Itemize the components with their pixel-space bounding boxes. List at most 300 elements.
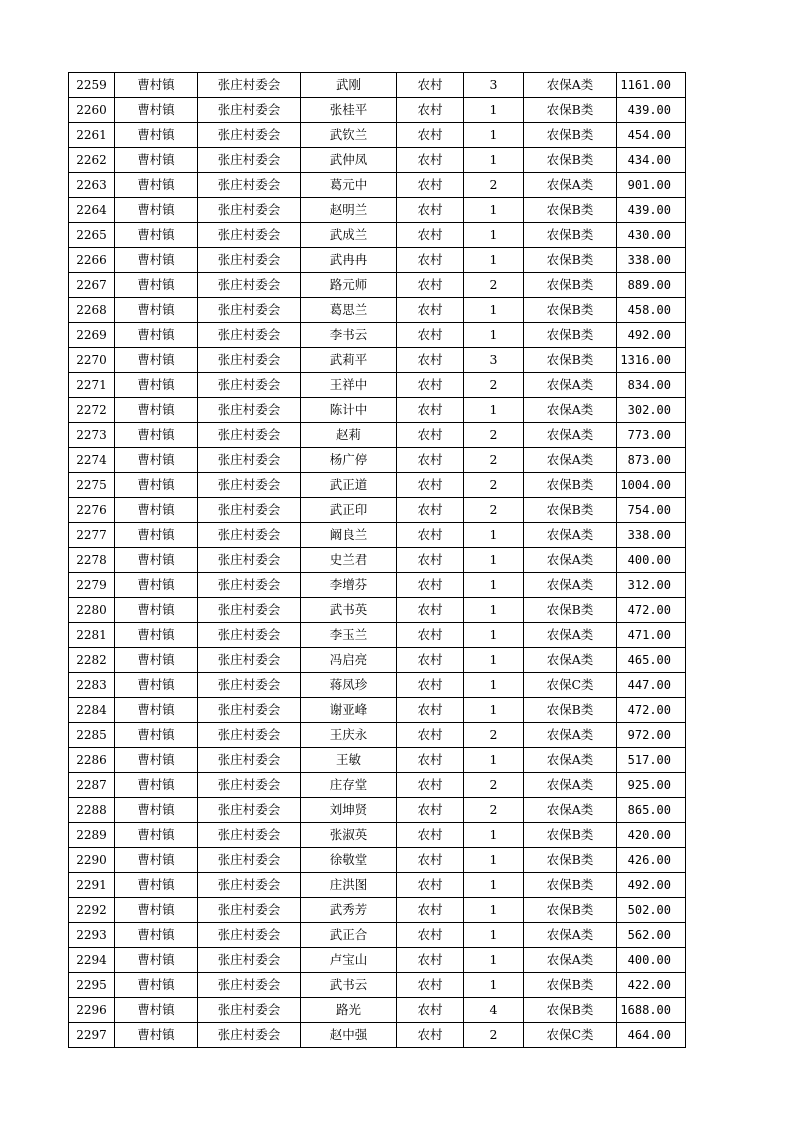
household-count-cell: 1 — [464, 248, 524, 273]
category-cell: 农保A类 — [524, 423, 617, 448]
amount-cell: 439.00 — [617, 198, 686, 223]
household-count-cell: 3 — [464, 348, 524, 373]
area-type-cell: 农村 — [397, 148, 464, 173]
amount-cell: 472.00 — [617, 598, 686, 623]
table-row — [69, 148, 686, 173]
category-cell: 农保B类 — [524, 823, 617, 848]
area-type-cell: 农村 — [397, 373, 464, 398]
amount-cell: 562.00 — [617, 923, 686, 948]
area-type-cell: 农村 — [397, 773, 464, 798]
village-committee-cell: 张庄村委会 — [198, 523, 301, 548]
name-cell: 武正印 — [301, 498, 397, 523]
name-cell: 武冉冉 — [301, 248, 397, 273]
table-row — [69, 948, 686, 973]
row-number-cell: 2284 — [69, 698, 115, 723]
name-cell: 武秀芳 — [301, 898, 397, 923]
table-row — [69, 198, 686, 223]
row-number-cell: 2283 — [69, 673, 115, 698]
category-cell: 农保B类 — [524, 498, 617, 523]
row-number-cell: 2287 — [69, 773, 115, 798]
table-row — [69, 923, 686, 948]
town-cell: 曹村镇 — [115, 773, 198, 798]
amount-cell: 972.00 — [617, 723, 686, 748]
name-cell: 谢亚峰 — [301, 698, 397, 723]
table-row — [69, 848, 686, 873]
table-row — [69, 598, 686, 623]
name-cell: 徐敬堂 — [301, 848, 397, 873]
area-type-cell: 农村 — [397, 748, 464, 773]
category-cell: 农保B类 — [524, 998, 617, 1023]
village-committee-cell: 张庄村委会 — [198, 648, 301, 673]
row-number-cell: 2275 — [69, 473, 115, 498]
town-cell: 曹村镇 — [115, 223, 198, 248]
town-cell: 曹村镇 — [115, 998, 198, 1023]
town-cell: 曹村镇 — [115, 248, 198, 273]
category-cell: 农保C类 — [524, 673, 617, 698]
area-type-cell: 农村 — [397, 698, 464, 723]
row-number-cell: 2264 — [69, 198, 115, 223]
category-cell: 农保A类 — [524, 623, 617, 648]
table-row — [69, 648, 686, 673]
town-cell: 曹村镇 — [115, 273, 198, 298]
household-count-cell: 1 — [464, 323, 524, 348]
area-type-cell: 农村 — [397, 623, 464, 648]
table-row — [69, 123, 686, 148]
area-type-cell: 农村 — [397, 398, 464, 423]
area-type-cell: 农村 — [397, 923, 464, 948]
row-number-cell: 2282 — [69, 648, 115, 673]
row-number-cell: 2293 — [69, 923, 115, 948]
table-row — [69, 98, 686, 123]
village-committee-cell: 张庄村委会 — [198, 473, 301, 498]
name-cell: 史兰君 — [301, 548, 397, 573]
row-number-cell: 2276 — [69, 498, 115, 523]
table-row — [69, 623, 686, 648]
area-type-cell: 农村 — [397, 673, 464, 698]
name-cell: 武莉平 — [301, 348, 397, 373]
village-committee-cell: 张庄村委会 — [198, 973, 301, 998]
name-cell: 李书云 — [301, 323, 397, 348]
table-row — [69, 973, 686, 998]
area-type-cell: 农村 — [397, 73, 464, 98]
name-cell: 武正合 — [301, 923, 397, 948]
row-number-cell: 2259 — [69, 73, 115, 98]
household-count-cell: 3 — [464, 73, 524, 98]
category-cell: 农保B类 — [524, 98, 617, 123]
town-cell: 曹村镇 — [115, 873, 198, 898]
name-cell: 陈计中 — [301, 398, 397, 423]
amount-cell: 1161.00 — [617, 73, 686, 98]
household-count-cell: 1 — [464, 823, 524, 848]
area-type-cell: 农村 — [397, 123, 464, 148]
household-count-cell: 1 — [464, 123, 524, 148]
area-type-cell: 农村 — [397, 898, 464, 923]
town-cell: 曹村镇 — [115, 898, 198, 923]
name-cell: 赵明兰 — [301, 198, 397, 223]
table-row — [69, 723, 686, 748]
household-count-cell: 1 — [464, 748, 524, 773]
name-cell: 张淑英 — [301, 823, 397, 848]
table-row — [69, 248, 686, 273]
table-row — [69, 548, 686, 573]
row-number-cell: 2289 — [69, 823, 115, 848]
table-row — [69, 73, 686, 98]
town-cell: 曹村镇 — [115, 323, 198, 348]
area-type-cell: 农村 — [397, 423, 464, 448]
area-type-cell: 农村 — [397, 598, 464, 623]
area-type-cell: 农村 — [397, 223, 464, 248]
household-count-cell: 1 — [464, 948, 524, 973]
area-type-cell: 农村 — [397, 298, 464, 323]
name-cell: 武成兰 — [301, 223, 397, 248]
village-committee-cell: 张庄村委会 — [198, 1023, 301, 1048]
town-cell: 曹村镇 — [115, 923, 198, 948]
village-committee-cell: 张庄村委会 — [198, 948, 301, 973]
town-cell: 曹村镇 — [115, 73, 198, 98]
village-committee-cell: 张庄村委会 — [198, 573, 301, 598]
household-count-cell: 1 — [464, 223, 524, 248]
row-number-cell: 2285 — [69, 723, 115, 748]
area-type-cell: 农村 — [397, 1023, 464, 1048]
village-committee-cell: 张庄村委会 — [198, 623, 301, 648]
area-type-cell: 农村 — [397, 848, 464, 873]
village-committee-cell: 张庄村委会 — [198, 923, 301, 948]
name-cell: 武书英 — [301, 598, 397, 623]
town-cell: 曹村镇 — [115, 973, 198, 998]
name-cell: 杨广停 — [301, 448, 397, 473]
household-count-cell: 2 — [464, 448, 524, 473]
name-cell: 李玉兰 — [301, 623, 397, 648]
table-row — [69, 573, 686, 598]
row-number-cell: 2277 — [69, 523, 115, 548]
household-count-cell: 1 — [464, 623, 524, 648]
category-cell: 农保A类 — [524, 648, 617, 673]
row-number-cell: 2278 — [69, 548, 115, 573]
town-cell: 曹村镇 — [115, 598, 198, 623]
table-row — [69, 1023, 686, 1048]
village-committee-cell: 张庄村委会 — [198, 198, 301, 223]
area-type-cell: 农村 — [397, 323, 464, 348]
row-number-cell: 2281 — [69, 623, 115, 648]
amount-cell: 422.00 — [617, 973, 686, 998]
category-cell: 农保A类 — [524, 373, 617, 398]
amount-cell: 400.00 — [617, 948, 686, 973]
name-cell: 武正道 — [301, 473, 397, 498]
village-committee-cell: 张庄村委会 — [198, 323, 301, 348]
household-count-cell: 2 — [464, 273, 524, 298]
category-cell: 农保B类 — [524, 348, 617, 373]
household-count-cell: 2 — [464, 498, 524, 523]
town-cell: 曹村镇 — [115, 548, 198, 573]
area-type-cell: 农村 — [397, 823, 464, 848]
area-type-cell: 农村 — [397, 523, 464, 548]
row-number-cell: 2295 — [69, 973, 115, 998]
amount-cell: 472.00 — [617, 698, 686, 723]
amount-cell: 439.00 — [617, 98, 686, 123]
town-cell: 曹村镇 — [115, 948, 198, 973]
area-type-cell: 农村 — [397, 173, 464, 198]
area-type-cell: 农村 — [397, 648, 464, 673]
name-cell: 蒋凤珍 — [301, 673, 397, 698]
household-count-cell: 2 — [464, 473, 524, 498]
household-count-cell: 1 — [464, 523, 524, 548]
category-cell: 农保B类 — [524, 473, 617, 498]
name-cell: 赵莉 — [301, 423, 397, 448]
category-cell: 农保B类 — [524, 198, 617, 223]
row-number-cell: 2272 — [69, 398, 115, 423]
row-number-cell: 2266 — [69, 248, 115, 273]
category-cell: 农保B类 — [524, 123, 617, 148]
amount-cell: 430.00 — [617, 223, 686, 248]
category-cell: 农保B类 — [524, 323, 617, 348]
category-cell: 农保A类 — [524, 523, 617, 548]
village-committee-cell: 张庄村委会 — [198, 873, 301, 898]
town-cell: 曹村镇 — [115, 748, 198, 773]
amount-cell: 873.00 — [617, 448, 686, 473]
category-cell: 农保A类 — [524, 448, 617, 473]
area-type-cell: 农村 — [397, 873, 464, 898]
amount-cell: 834.00 — [617, 373, 686, 398]
table-row — [69, 748, 686, 773]
amount-cell: 901.00 — [617, 173, 686, 198]
table-row — [69, 823, 686, 848]
category-cell: 农保B类 — [524, 273, 617, 298]
area-type-cell: 农村 — [397, 948, 464, 973]
village-committee-cell: 张庄村委会 — [198, 823, 301, 848]
name-cell: 卢宝山 — [301, 948, 397, 973]
area-type-cell: 农村 — [397, 573, 464, 598]
name-cell: 张桂平 — [301, 98, 397, 123]
household-count-cell: 2 — [464, 173, 524, 198]
town-cell: 曹村镇 — [115, 673, 198, 698]
household-count-cell: 1 — [464, 973, 524, 998]
village-committee-cell: 张庄村委会 — [198, 248, 301, 273]
village-committee-cell: 张庄村委会 — [198, 598, 301, 623]
table-row — [69, 673, 686, 698]
row-number-cell: 2270 — [69, 348, 115, 373]
category-cell: 农保A类 — [524, 923, 617, 948]
household-count-cell: 1 — [464, 848, 524, 873]
area-type-cell: 农村 — [397, 998, 464, 1023]
row-number-cell: 2297 — [69, 1023, 115, 1048]
area-type-cell: 农村 — [397, 548, 464, 573]
row-number-cell: 2271 — [69, 373, 115, 398]
category-cell: 农保A类 — [524, 548, 617, 573]
village-committee-cell: 张庄村委会 — [198, 748, 301, 773]
household-count-cell: 1 — [464, 198, 524, 223]
village-committee-cell: 张庄村委会 — [198, 548, 301, 573]
amount-cell: 400.00 — [617, 548, 686, 573]
area-type-cell: 农村 — [397, 273, 464, 298]
village-committee-cell: 张庄村委会 — [198, 398, 301, 423]
table-body — [69, 73, 686, 1048]
category-cell: 农保B类 — [524, 898, 617, 923]
row-number-cell: 2280 — [69, 598, 115, 623]
name-cell: 刘坤贤 — [301, 798, 397, 823]
household-count-cell: 1 — [464, 148, 524, 173]
name-cell: 王敏 — [301, 748, 397, 773]
amount-cell: 1316.00 — [617, 348, 686, 373]
town-cell: 曹村镇 — [115, 198, 198, 223]
amount-cell: 471.00 — [617, 623, 686, 648]
table-row — [69, 323, 686, 348]
category-cell: 农保A类 — [524, 398, 617, 423]
name-cell: 路元师 — [301, 273, 397, 298]
category-cell: 农保A类 — [524, 173, 617, 198]
amount-cell: 925.00 — [617, 773, 686, 798]
row-number-cell: 2269 — [69, 323, 115, 348]
name-cell: 武仲凤 — [301, 148, 397, 173]
household-count-cell: 2 — [464, 423, 524, 448]
town-cell: 曹村镇 — [115, 398, 198, 423]
category-cell: 农保A类 — [524, 573, 617, 598]
village-committee-cell: 张庄村委会 — [198, 798, 301, 823]
table-row — [69, 373, 686, 398]
row-number-cell: 2262 — [69, 148, 115, 173]
name-cell: 王庆永 — [301, 723, 397, 748]
name-cell: 路光 — [301, 998, 397, 1023]
row-number-cell: 2267 — [69, 273, 115, 298]
area-type-cell: 农村 — [397, 723, 464, 748]
village-committee-cell: 张庄村委会 — [198, 848, 301, 873]
amount-cell: 447.00 — [617, 673, 686, 698]
amount-cell: 420.00 — [617, 823, 686, 848]
name-cell: 葛思兰 — [301, 298, 397, 323]
village-committee-cell: 张庄村委会 — [198, 773, 301, 798]
village-committee-cell: 张庄村委会 — [198, 723, 301, 748]
table-row — [69, 173, 686, 198]
name-cell: 李增芬 — [301, 573, 397, 598]
household-count-cell: 2 — [464, 723, 524, 748]
town-cell: 曹村镇 — [115, 373, 198, 398]
village-committee-cell: 张庄村委会 — [198, 998, 301, 1023]
name-cell: 王祥中 — [301, 373, 397, 398]
name-cell: 葛元中 — [301, 173, 397, 198]
amount-cell: 454.00 — [617, 123, 686, 148]
household-count-cell: 1 — [464, 673, 524, 698]
town-cell: 曹村镇 — [115, 148, 198, 173]
row-number-cell: 2274 — [69, 448, 115, 473]
benefit-roster-table — [68, 72, 686, 1048]
area-type-cell: 农村 — [397, 248, 464, 273]
area-type-cell: 农村 — [397, 973, 464, 998]
category-cell: 农保B类 — [524, 973, 617, 998]
amount-cell: 773.00 — [617, 423, 686, 448]
row-number-cell: 2279 — [69, 573, 115, 598]
village-committee-cell: 张庄村委会 — [198, 148, 301, 173]
area-type-cell: 农村 — [397, 498, 464, 523]
category-cell: 农保B类 — [524, 248, 617, 273]
row-number-cell: 2292 — [69, 898, 115, 923]
household-count-cell: 2 — [464, 798, 524, 823]
town-cell: 曹村镇 — [115, 648, 198, 673]
village-committee-cell: 张庄村委会 — [198, 98, 301, 123]
name-cell: 阚良兰 — [301, 523, 397, 548]
village-committee-cell: 张庄村委会 — [198, 298, 301, 323]
amount-cell: 1004.00 — [617, 473, 686, 498]
row-number-cell: 2290 — [69, 848, 115, 873]
area-type-cell: 农村 — [397, 473, 464, 498]
name-cell: 冯启亮 — [301, 648, 397, 673]
amount-cell: 434.00 — [617, 148, 686, 173]
table-row — [69, 473, 686, 498]
table-row — [69, 223, 686, 248]
category-cell: 农保B类 — [524, 598, 617, 623]
table-row — [69, 448, 686, 473]
area-type-cell: 农村 — [397, 448, 464, 473]
town-cell: 曹村镇 — [115, 848, 198, 873]
area-type-cell: 农村 — [397, 98, 464, 123]
town-cell: 曹村镇 — [115, 298, 198, 323]
village-committee-cell: 张庄村委会 — [198, 348, 301, 373]
category-cell: 农保A类 — [524, 773, 617, 798]
table-row — [69, 873, 686, 898]
name-cell: 武书云 — [301, 973, 397, 998]
name-cell: 武刚 — [301, 73, 397, 98]
table-row — [69, 773, 686, 798]
amount-cell: 1688.00 — [617, 998, 686, 1023]
village-committee-cell: 张庄村委会 — [198, 698, 301, 723]
town-cell: 曹村镇 — [115, 623, 198, 648]
village-committee-cell: 张庄村委会 — [198, 273, 301, 298]
table-row — [69, 348, 686, 373]
name-cell: 武钦兰 — [301, 123, 397, 148]
row-number-cell: 2260 — [69, 98, 115, 123]
household-count-cell: 1 — [464, 573, 524, 598]
row-number-cell: 2265 — [69, 223, 115, 248]
village-committee-cell: 张庄村委会 — [198, 73, 301, 98]
row-number-cell: 2296 — [69, 998, 115, 1023]
household-count-cell: 1 — [464, 548, 524, 573]
name-cell: 庄存堂 — [301, 773, 397, 798]
category-cell: 农保A类 — [524, 723, 617, 748]
table-row — [69, 298, 686, 323]
category-cell: 农保B类 — [524, 223, 617, 248]
town-cell: 曹村镇 — [115, 1023, 198, 1048]
area-type-cell: 农村 — [397, 798, 464, 823]
amount-cell: 426.00 — [617, 848, 686, 873]
category-cell: 农保B类 — [524, 873, 617, 898]
table-row — [69, 998, 686, 1023]
area-type-cell: 农村 — [397, 348, 464, 373]
amount-cell: 754.00 — [617, 498, 686, 523]
name-cell: 赵中强 — [301, 1023, 397, 1048]
row-number-cell: 2294 — [69, 948, 115, 973]
town-cell: 曹村镇 — [115, 448, 198, 473]
category-cell: 农保B类 — [524, 848, 617, 873]
table-row — [69, 698, 686, 723]
table-row — [69, 423, 686, 448]
household-count-cell: 4 — [464, 998, 524, 1023]
table-row — [69, 898, 686, 923]
category-cell: 农保B类 — [524, 298, 617, 323]
town-cell: 曹村镇 — [115, 348, 198, 373]
town-cell: 曹村镇 — [115, 723, 198, 748]
town-cell: 曹村镇 — [115, 98, 198, 123]
category-cell: 农保A类 — [524, 748, 617, 773]
table-row — [69, 798, 686, 823]
village-committee-cell: 张庄村委会 — [198, 673, 301, 698]
town-cell: 曹村镇 — [115, 123, 198, 148]
table-row — [69, 273, 686, 298]
table-row — [69, 523, 686, 548]
town-cell: 曹村镇 — [115, 473, 198, 498]
amount-cell: 492.00 — [617, 873, 686, 898]
row-number-cell: 2286 — [69, 748, 115, 773]
town-cell: 曹村镇 — [115, 573, 198, 598]
village-committee-cell: 张庄村委会 — [198, 373, 301, 398]
household-count-cell: 1 — [464, 898, 524, 923]
